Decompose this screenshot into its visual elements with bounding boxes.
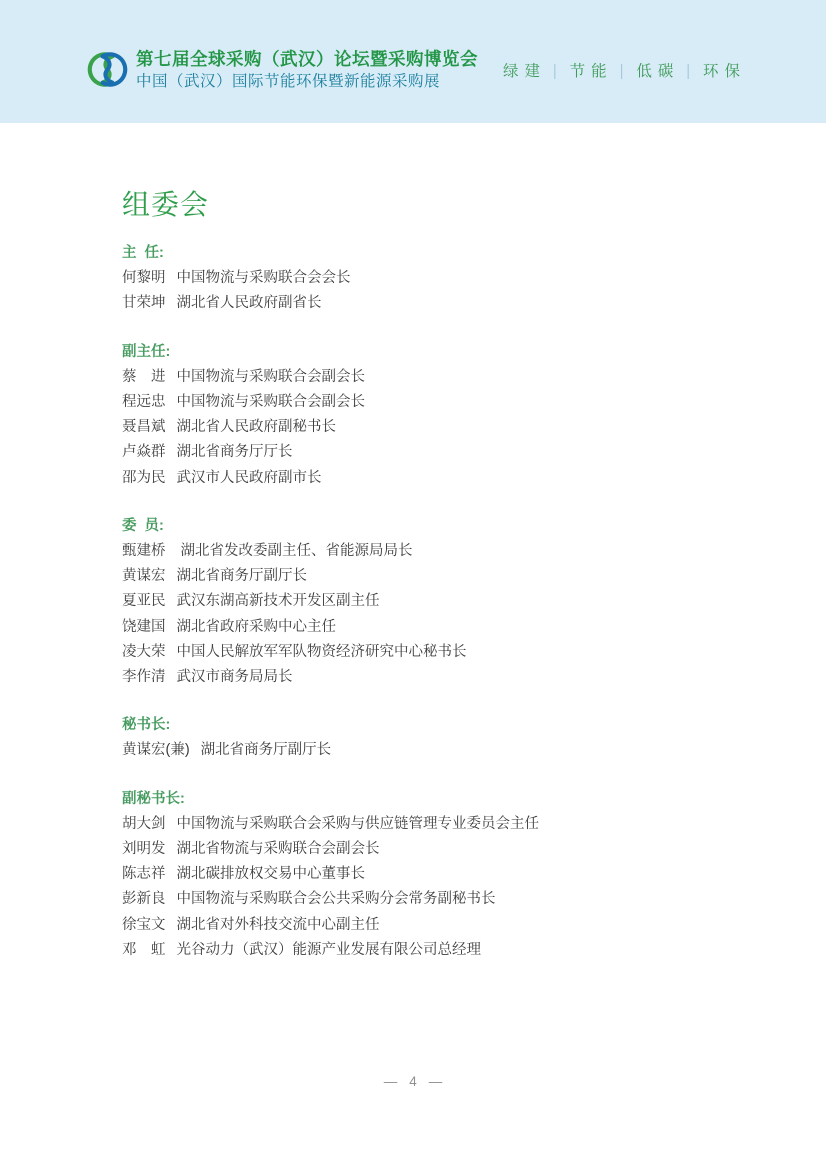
member-role: 湖北省人民政府副省长 xyxy=(176,295,322,312)
member-row xyxy=(122,837,736,862)
member-role: 湖北省政府采购中心主任 xyxy=(176,618,336,635)
member-name: 彭新良 xyxy=(122,891,166,908)
member-name: 甘荣坤 xyxy=(122,295,166,312)
member-row xyxy=(122,913,736,938)
section-label: 副秘书长: xyxy=(122,790,185,807)
member-role: 湖北碳排放权交易中心董事长 xyxy=(176,866,365,883)
member-name: 黄谋宏(兼) xyxy=(122,742,190,759)
member-name: 凌大荣 xyxy=(122,643,166,660)
member-role: 中国物流与采购联合会会长 xyxy=(176,270,351,287)
member-row xyxy=(122,665,736,690)
member-row xyxy=(122,615,736,640)
tag-separator: | xyxy=(553,60,557,79)
section-director xyxy=(122,241,736,317)
section-members xyxy=(122,514,736,690)
member-name: 邓 虹 xyxy=(122,941,166,958)
page-number: 4 xyxy=(409,1074,417,1089)
member-role: 中国物流与采购联合会副会长 xyxy=(176,368,365,385)
member-name: 何黎明 xyxy=(122,270,166,287)
member-row xyxy=(122,390,736,415)
member-row xyxy=(122,887,736,912)
member-row xyxy=(122,291,736,316)
tag-eco-friendly: 环保 xyxy=(702,62,746,80)
section-label: 委 员: xyxy=(122,517,164,534)
member-role: 中国物流与采购联合会采购与供应链管理专业委员会主任 xyxy=(176,815,539,832)
tag-energy-saving: 节能 xyxy=(569,62,613,80)
member-name: 夏亚民 xyxy=(122,593,166,610)
page-title: 组委会 xyxy=(122,189,210,220)
page-header xyxy=(0,0,826,123)
header-tag-list xyxy=(503,59,746,81)
tag-separator: | xyxy=(686,60,690,79)
member-name: 蔡 进 xyxy=(122,368,166,385)
member-row xyxy=(122,539,736,564)
member-row xyxy=(122,640,736,665)
tag-low-carbon: 低碳 xyxy=(636,62,680,80)
section-secretary-general xyxy=(122,713,736,763)
member-name: 卢焱群 xyxy=(122,444,166,461)
member-role: 湖北省商务厅副厅长 xyxy=(200,742,332,759)
member-role: 武汉东湖高新技术开发区副主任 xyxy=(176,593,380,610)
header-titles xyxy=(136,49,478,91)
member-role: 武汉市商务局局长 xyxy=(176,669,293,686)
member-row xyxy=(122,738,736,763)
member-role: 中国物流与采购联合会公共采购分会常务副秘书长 xyxy=(176,891,496,908)
member-row xyxy=(122,938,736,963)
member-role: 湖北省物流与采购联合会副会长 xyxy=(176,841,380,858)
member-role: 光谷动力（武汉）能源产业发展有限公司总经理 xyxy=(176,941,481,958)
member-role: 湖北省商务厅副厅长 xyxy=(176,568,307,585)
tag-separator: | xyxy=(619,60,624,79)
member-role: 湖北省商务厅厅长 xyxy=(176,444,293,461)
expo-title: 第七届全球采购（武汉）论坛暨采购博览会 xyxy=(136,48,478,69)
tag-green-building: 绿建 xyxy=(503,62,547,80)
member-name: 胡大剑 xyxy=(122,815,166,832)
member-name: 徐宝文 xyxy=(122,916,166,933)
member-name: 聂昌斌 xyxy=(122,419,166,436)
member-row xyxy=(122,440,736,465)
page-footer xyxy=(0,1074,826,1089)
member-name: 邵为民 xyxy=(122,469,166,486)
member-row xyxy=(122,862,736,887)
section-deputy-directors xyxy=(122,340,736,491)
member-name: 刘明发 xyxy=(122,841,166,858)
footer-dash: — xyxy=(383,1074,398,1089)
page-body xyxy=(0,187,826,963)
footer-dash: — xyxy=(428,1074,443,1089)
member-row xyxy=(122,365,736,390)
expo-subtitle: 中国（武汉）国际节能环保暨新能源采购展 xyxy=(136,72,441,90)
member-name: 程远忠 xyxy=(122,394,166,411)
member-row xyxy=(122,564,736,589)
section-label: 秘书长: xyxy=(122,717,171,734)
member-role: 湖北省人民政府副秘书长 xyxy=(176,419,336,436)
member-name: 饶建国 xyxy=(122,618,166,635)
member-name: 陈志祥 xyxy=(122,866,166,883)
member-row xyxy=(122,415,736,440)
member-role: 湖北省发改委副主任、省能源局局长 xyxy=(180,543,413,560)
member-role: 中国物流与采购联合会副会长 xyxy=(176,394,365,411)
expo-logo-icon xyxy=(84,46,131,93)
member-name: 李作清 xyxy=(122,669,166,686)
member-row xyxy=(122,266,736,291)
member-row xyxy=(122,812,736,837)
member-role: 湖北省对外科技交流中心副主任 xyxy=(176,916,380,933)
section-label: 副主任: xyxy=(122,343,171,360)
member-role: 中国人民解放军军队物资经济研究中心秘书长 xyxy=(176,643,467,660)
member-role: 武汉市人民政府副市长 xyxy=(176,469,322,486)
member-name: 甄建桥 xyxy=(122,543,170,560)
section-label: 主 任: xyxy=(122,245,164,261)
member-row xyxy=(122,589,736,614)
member-name: 黄谋宏 xyxy=(122,568,166,585)
member-row xyxy=(122,466,736,491)
section-deputy-secretary-generals xyxy=(122,787,736,963)
